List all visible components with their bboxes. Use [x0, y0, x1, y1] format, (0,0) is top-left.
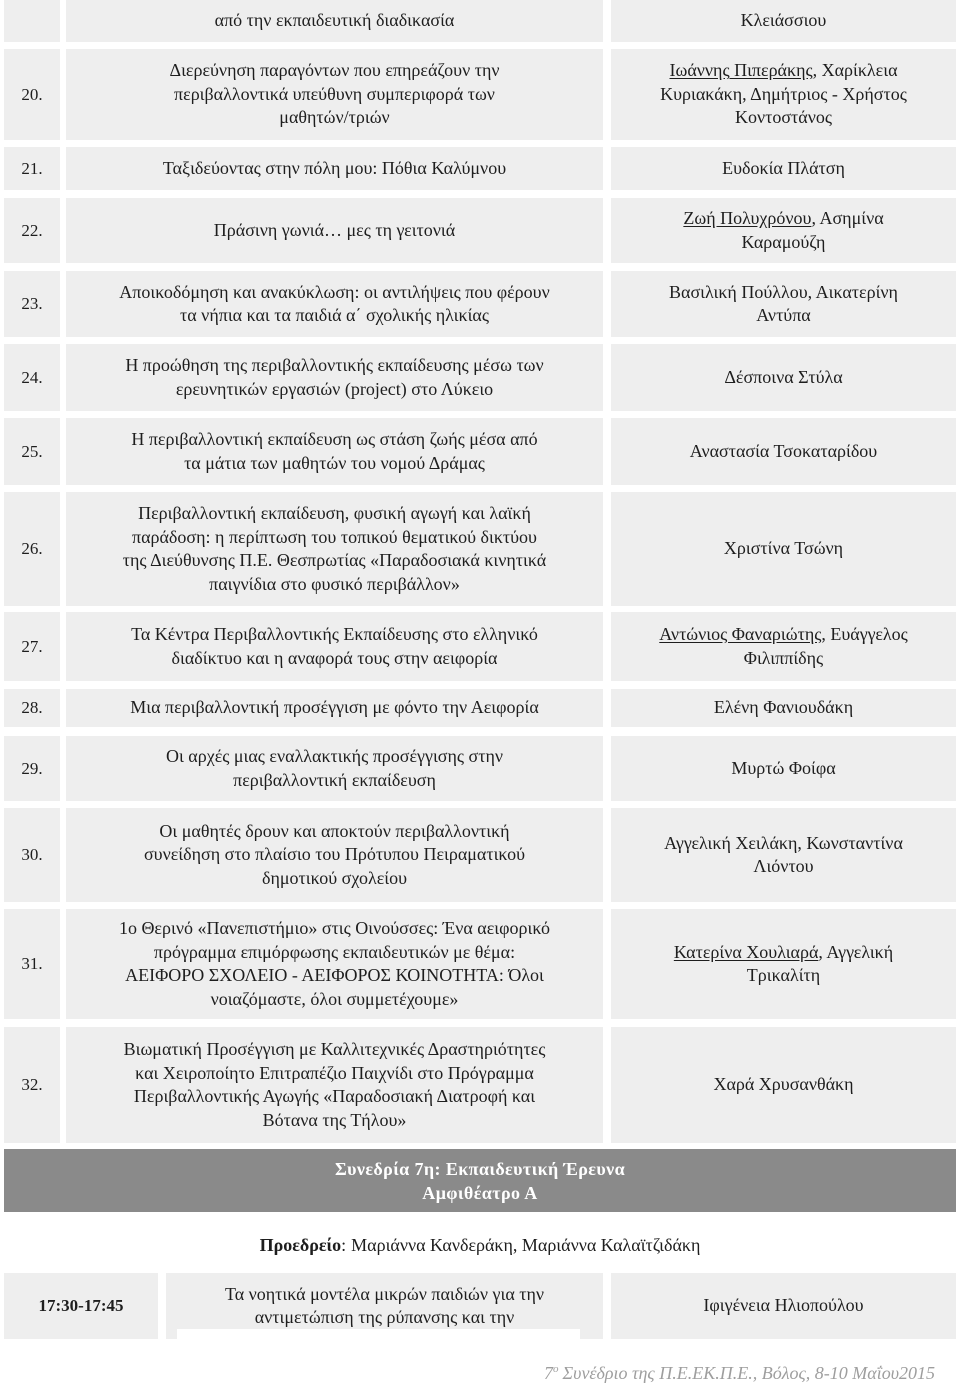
row-number-cell [4, 736, 60, 801]
author-names: Φιλιππίδης [743, 647, 824, 668]
row-number: 26. [21, 539, 43, 559]
presenting-author-name: Κατερίνα Χουλιαρά [673, 941, 819, 962]
program-row [0, 612, 960, 681]
authors-line [747, 964, 820, 988]
talk-title-line: και Χειροποίητο Επιτραπέζιο Παιχνίδι στο Πρόγραμμα [135, 1062, 534, 1083]
row-number-cell [4, 418, 60, 485]
authors-cell [611, 198, 956, 263]
authors-line [731, 757, 835, 781]
row-number-cell [4, 808, 60, 902]
row-number: 21. [21, 158, 43, 178]
row-number: 22. [21, 220, 43, 240]
authors-line [741, 9, 827, 33]
author-names: Αντύπα [756, 305, 811, 325]
talk-title-line: Διερεύνηση παραγόντων που επηρεάζουν την [169, 60, 500, 81]
talk-title-cell [66, 418, 603, 485]
talk-title-cell [66, 1027, 603, 1143]
authors-line [724, 366, 842, 390]
talk-title-line: Μια περιβαλλοντική προσέγγιση με φόντο την Αειφορία [130, 697, 539, 718]
session-room: Αμφιθέατρο Α [422, 1182, 538, 1203]
author-names: Κοντοστάνος [734, 107, 832, 128]
row-number: 28. [21, 698, 43, 718]
row-number: 31. [21, 954, 43, 974]
authors-line [756, 304, 810, 328]
row-number-cell [4, 909, 60, 1019]
authors-line [670, 59, 898, 83]
authors-cell [611, 1273, 956, 1339]
page-cut-mask [177, 1329, 580, 1339]
row-number-cell [4, 344, 60, 411]
talk-title-line: μαθητών/τριών [279, 107, 390, 128]
talk-title-line: τα μάτια των μαθητών του νομού Δράμας [184, 452, 485, 473]
authors-line [724, 537, 843, 561]
author-names: Κλειάσσιου [740, 10, 827, 31]
session-title: Συνεδρία 7η: Εκπαιδευτική Έρευνα [334, 1158, 626, 1179]
program-row [0, 1027, 960, 1143]
row-number: 27. [21, 636, 43, 656]
row-number: 23. [21, 294, 43, 314]
talk-title-line: παιγνίδια στο φυσικό περιβάλλον» [209, 573, 460, 594]
authors-line [664, 832, 903, 856]
talk-title-line: Πράσινη γωνιά… μες τη γειτονιά [213, 219, 456, 240]
talk-title-cell [66, 492, 603, 606]
author-names: Καραμούζη [741, 231, 826, 252]
authors-line [713, 1073, 853, 1097]
talk-title-cell [66, 49, 603, 140]
row-number-cell [4, 492, 60, 606]
author-names: Ευδοκία Πλάτση [722, 157, 845, 178]
row-number-cell [4, 198, 60, 263]
program-row [0, 344, 960, 411]
program-row [0, 0, 960, 42]
footer-ordinal: 7 [543, 1363, 553, 1383]
program-row [0, 418, 960, 485]
authors-line [683, 207, 883, 231]
author-names: , Χαρίκλεια [812, 60, 898, 81]
author-names: Χαρά Χρυσανθάκη [713, 1074, 854, 1095]
authors-cell [611, 344, 956, 411]
talk-title-line: της Διεύθυνσης Π.Ε. Θεσπρωτίας «Παραδοσιακά κινητικά [122, 550, 547, 570]
chairs-label: Προεδρείο [259, 1235, 342, 1255]
talk-title-line: Η περιβαλλοντική εκπαίδευση ως στάση ζωής μέσα από [131, 429, 538, 449]
program-row [0, 198, 960, 263]
talk-title-line: παράδοση: η περίπτωση του τοπικού θεματικού δικτύου [132, 526, 537, 547]
program-row [0, 689, 960, 727]
row-number-cell [4, 1027, 60, 1143]
authors-line [674, 941, 893, 965]
talk-title-cell [66, 344, 603, 411]
presenting-author-name: Ιωάννης Πιπεράκης [669, 60, 813, 81]
talk-title-line: αντιμετώπιση της ρύπανσης και την [254, 1307, 515, 1327]
presenting-author-name: Αντώνιος Φαναριώτης [659, 624, 822, 644]
talk-title-line: Τα Κέντρα Περιβαλλοντικής Εκπαίδευσης στο ελληνικό [131, 624, 538, 644]
talk-title-line: νοιαζόμαστε, όλοι συμμετέχουμε» [210, 988, 459, 1009]
talk-title-cell [66, 271, 603, 337]
authors-cell [611, 492, 956, 606]
row-number-cell [4, 0, 60, 42]
talk-title-line: Ταξιδεύοντας στην πόλη μου: Πόθια Καλύμνου [162, 157, 507, 178]
authors-line [742, 231, 826, 255]
talk-title-line: συνείδηση στο πλαίσιο του Πρότυπου Πειραματικού [143, 844, 526, 865]
authors-cell [611, 271, 956, 337]
authors-cell [611, 808, 956, 902]
talk-title-line: Περιβαλλοντική εκπαίδευση, φυσική αγωγή και λαϊκή [138, 503, 531, 523]
talk-time-cell [4, 1273, 158, 1339]
row-number-cell [4, 49, 60, 140]
authors-cell [611, 418, 956, 485]
talk-title-cell [66, 808, 603, 902]
talk-title-line: τα νήπια και τα παιδιά α΄ σχολικής ηλικίας [180, 305, 489, 325]
author-names: Χριστίνα Τσώνη [723, 538, 844, 559]
program-row [0, 492, 960, 606]
row-number-cell [4, 147, 60, 190]
chairs-separator: : [341, 1235, 347, 1255]
authors-cell [611, 612, 956, 681]
talk-title-cell [66, 909, 603, 1019]
talk-title-line: δημοτικού σχολείου [261, 867, 408, 888]
talk-title-line: ερευνητικών εργασιών (project) στο Λύκειο [175, 378, 494, 399]
authors-line [735, 106, 832, 130]
talk-title-line: Η προώθηση της περιβαλλοντικής εκπαίδευσης μέσω των [125, 355, 544, 375]
talk-title-line: διαδίκτυο και η αναφορά τους στην αειφορία [171, 647, 498, 668]
authors-cell [611, 147, 956, 190]
authors-cell [611, 736, 956, 801]
authors-cell [611, 0, 956, 42]
talk-title-line: 1ο Θερινό «Πανεπιστήμιο» στις Οινούσσες: Ένα αειφορικό [118, 918, 551, 938]
row-number-cell [4, 271, 60, 337]
talk-title-line: πρόγραμμα επιμόρφωσης εκπαιδευτικών με θέμα: [153, 941, 516, 962]
author-names: , Ευάγγελος [821, 624, 908, 644]
session-chairs [0, 1233, 960, 1257]
authors-line [669, 281, 898, 305]
author-names: Μυρτώ Φοίφα [731, 757, 836, 778]
row-number: 29. [21, 758, 43, 778]
footer-ordinal-suffix: ο [552, 1363, 559, 1375]
author-names: Τρικαλίτη [746, 965, 821, 985]
talk-title-line: από την εκπαιδευτική διαδικασία [214, 10, 455, 31]
author-names: Ιφιγένεια Ηλιοπούλου [703, 1295, 864, 1316]
footer-text: Συνέδριο της Π.Ε.ΕΚ.Π.Ε., Βόλος, 8-10 Μαΐου2015 [562, 1363, 935, 1383]
talk-title-cell [66, 0, 603, 42]
author-names: Βασιλική Πούλλου, Αικατερίνη [669, 281, 898, 302]
author-names: Λιόντου [753, 856, 814, 876]
program-row [0, 909, 960, 1019]
program-row [0, 271, 960, 337]
presenting-author-name: Ζωή Πολυχρόνου [683, 208, 812, 228]
talk-title-cell [66, 612, 603, 681]
page-footer [544, 1361, 935, 1385]
author-names: Αναστασία Τσοκαταρίδου [689, 440, 878, 461]
author-names: Κυριακάκη, Δημήτριος - Χρήστος [660, 83, 907, 104]
program-row [0, 808, 960, 902]
talk-title-cell [66, 689, 603, 727]
author-names: Δέσποινα Στύλα [724, 366, 843, 387]
talk-title-line: ΑΕΙΦΟΡΟ ΣΧΟΛΕΙΟ - ΑΕΙΦΟΡΟΣ ΚΟΙΝΟΤΗΤΑ: Όλοι [125, 965, 544, 985]
talk-title-line: Περιβαλλοντικής Αγωγής «Παραδοσιακή Διατροφή και [133, 1086, 536, 1106]
talk-title-line: Βότανα της Τήλου» [262, 1109, 407, 1130]
row-number-cell [4, 689, 60, 727]
row-number: 30. [21, 845, 43, 865]
authors-line [659, 623, 907, 647]
authors-line [722, 157, 845, 181]
program-row [0, 736, 960, 801]
talk-title-line: Βιωματική Προσέγγιση με Καλλιτεχνικές Δραστηριότητες [123, 1039, 546, 1059]
authors-cell [611, 909, 956, 1019]
author-names: , Αγγελική [818, 941, 894, 962]
authors-cell [611, 689, 956, 727]
authors-line [753, 855, 813, 879]
row-number: 20. [21, 84, 43, 104]
talk-title-cell [66, 198, 603, 263]
authors-line [660, 83, 907, 107]
authors-line [744, 647, 823, 671]
talk-title-line: Οι αρχές μιας εναλλακτικής προσέγγισης στην [165, 746, 504, 766]
talk-title-line: περιβαλλοντική εκπαίδευση [233, 769, 436, 790]
talk-time: 17:30-17:45 [38, 1296, 124, 1316]
chairs-names: Μαριάννα Κανδεράκη, Μαριάννα Καλαϊτζιδάκη [351, 1235, 701, 1255]
talk-title-cell [66, 147, 603, 190]
talk-title-line: Αποικοδόμηση και ανακύκλωση: οι αντιλήψεις που φέρουν [119, 281, 550, 302]
row-number: 25. [21, 441, 43, 461]
author-names: Αγγελική Χειλάκη, Κωνσταντίνα [664, 832, 903, 853]
session-banner [4, 1149, 956, 1212]
talk-title-line: Τα νοητικά μοντέλα μικρών παιδιών για την [224, 1283, 545, 1304]
authors-line [714, 696, 853, 720]
talk-title-line: περιβαλλοντικά υπεύθυνη συμπεριφορά των [174, 83, 495, 104]
row-number-cell [4, 612, 60, 681]
author-names: , Ασημίνα [811, 208, 884, 228]
program-row [0, 147, 960, 190]
authors-cell [611, 1027, 956, 1143]
talk-title-cell [66, 736, 603, 801]
program-row [0, 49, 960, 140]
authors-line [690, 440, 877, 464]
row-number: 24. [21, 367, 43, 387]
author-names: Ελένη Φανιουδάκη [713, 697, 854, 718]
talk-title-line: Οι μαθητές δρουν και αποκτούν περιβαλλοντική [159, 820, 510, 841]
row-number: 32. [21, 1075, 43, 1095]
authors-cell [611, 49, 956, 140]
